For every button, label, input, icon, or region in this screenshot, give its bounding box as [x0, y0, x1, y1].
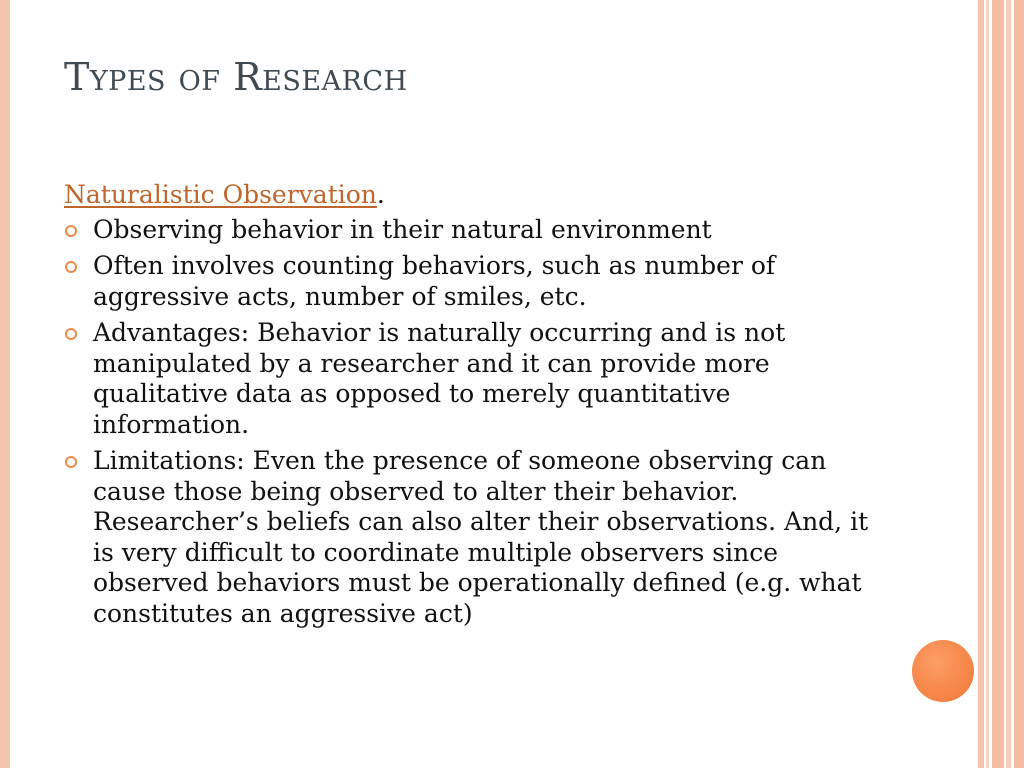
- bullet-item: [64, 251, 894, 312]
- slide-title: Types of Research: [64, 55, 408, 99]
- bullet-circle-icon: [65, 328, 77, 340]
- right-border-stripes: [978, 0, 1024, 768]
- subheading-period: .: [376, 180, 385, 209]
- right-stripe: [992, 0, 1004, 768]
- bullet-item: [64, 215, 894, 246]
- right-stripe: [986, 0, 989, 768]
- slide-body: [64, 180, 894, 635]
- bullet-text: Limitations: Even the presence of someone observing can cause those being observed to alter their behavior. Researcher’s beliefs can also alter their observations. And, it is very difficult to coordinate multiple observers since observed behaviors must be operationally defined (e.g. what constitutes an aggressive act): [93, 446, 869, 628]
- bullet-item: [64, 446, 894, 629]
- bullet-list: [64, 215, 894, 630]
- bullet-circle-icon: [65, 225, 77, 237]
- right-stripe: [1014, 0, 1024, 768]
- bullet-text: Observing behavior in their natural environment: [93, 214, 712, 244]
- right-stripe: [978, 0, 984, 768]
- decorative-orange-circle: [912, 640, 974, 702]
- right-stripe: [1006, 0, 1011, 768]
- bullet-circle-icon: [65, 261, 77, 273]
- bullet-circle-icon: [65, 456, 77, 468]
- bullet-item: [64, 318, 894, 440]
- bullet-text: Advantages: Behavior is naturally occurring and is not manipulated by a researcher and it can provide more qualitative data as opposed to merely quantitative information.: [93, 318, 786, 439]
- subheading-link[interactable]: Naturalistic Observation: [64, 180, 377, 209]
- left-border-stripe: [0, 0, 10, 768]
- subheading: [64, 180, 894, 211]
- bullet-text: Often involves counting behaviors, such as number of aggressive acts, number of smiles, etc.: [93, 251, 776, 311]
